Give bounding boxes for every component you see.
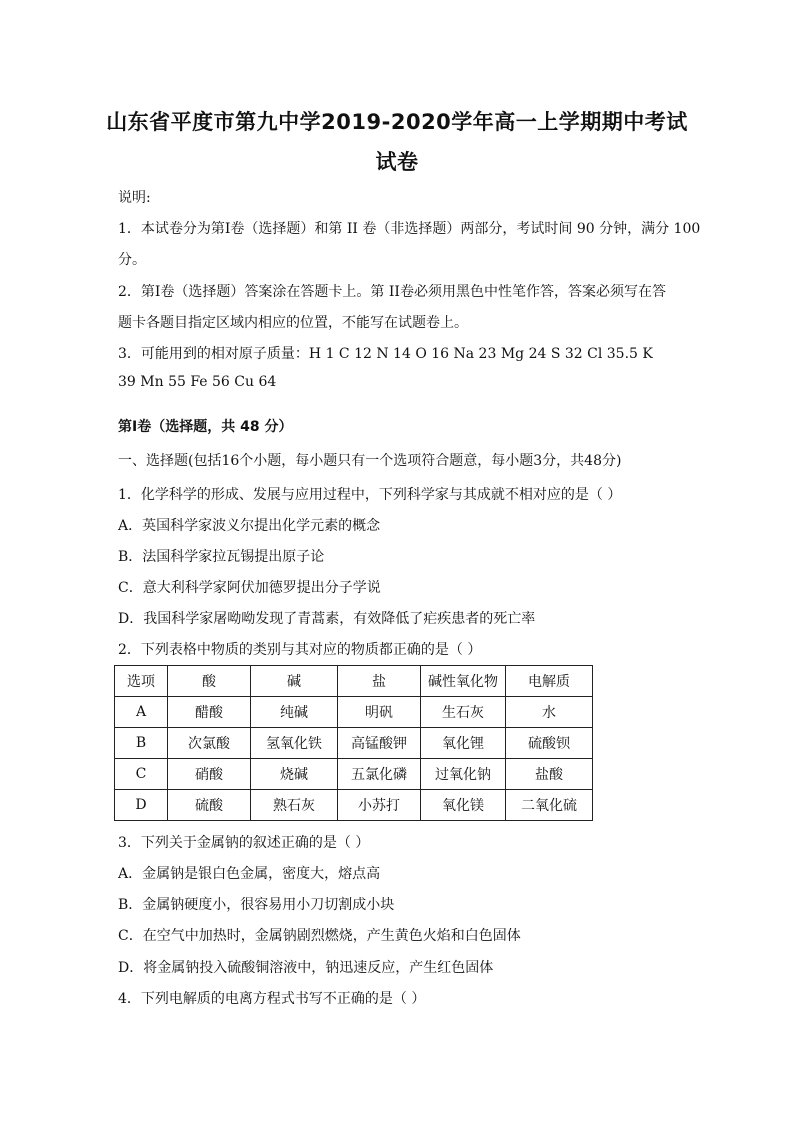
question-3-stem: 3．下列关于金属钠的叙述正确的是（ ）: [118, 835, 370, 851]
table-header-cell: 碱性氧化物: [421, 666, 506, 697]
instruction-1: 1．本试卷分为第Ⅰ卷（选择题）和第 II 卷（非选择题）两部分，考试时间 90 分钟，满分 100: [118, 221, 701, 237]
table-cell: 五氯化磷: [338, 759, 421, 790]
question-3-option-c: C．在空气中加热时，金属钠剧烈燃烧，产生黄色火焰和白色固体: [118, 928, 521, 944]
section-heading: 第Ⅰ卷（选择题，共 48 分）: [118, 419, 293, 435]
table-cell: C: [115, 759, 168, 790]
table-cell: D: [115, 790, 168, 821]
table-cell: 氧化锂: [421, 728, 506, 759]
table-cell: 生石灰: [421, 697, 506, 728]
table-header-cell: 盐: [338, 666, 421, 697]
question-4-stem: 4．下列电解质的电离方程式书写不正确的是（ ）: [118, 991, 426, 1007]
instructions-heading: 说明:: [118, 190, 151, 206]
question-1-option-a: A．英国科学家波义尔提出化学元素的概念: [118, 518, 381, 534]
instruction-2: 2．第Ⅰ卷（选择题）答案涂在答题卡上。第 II卷必须用黑色中性笔作答，答案必须写在答: [118, 284, 666, 300]
table-cell: 熟石灰: [251, 790, 338, 821]
table-cell: 氢氧化铁: [251, 728, 338, 759]
table-row: [115, 790, 593, 821]
table-header-row: [115, 666, 593, 697]
table-cell: 醋酸: [168, 697, 251, 728]
instruction-2-cont: 题卡各题目指定区域内相应的位置，不能写在试题卷上。: [118, 315, 468, 331]
table-cell: 明矾: [338, 697, 421, 728]
question-2-stem: 2．下列表格中物质的类别与其对应的物质都正确的是（ ）: [118, 642, 482, 658]
question-1-option-b: B．法国科学家拉瓦锡提出原子论: [118, 549, 325, 565]
table-header-cell: 电解质: [506, 666, 593, 697]
table-row: [115, 697, 593, 728]
table-header-cell: 酸: [168, 666, 251, 697]
table-cell: 硫酸: [168, 790, 251, 821]
table-cell: 盐酸: [506, 759, 593, 790]
table-header-cell: 选项: [115, 666, 168, 697]
table-cell: B: [115, 728, 168, 759]
table-row: [115, 759, 593, 790]
table-cell: 二氧化硫: [506, 790, 593, 821]
instruction-1-cont: 分。: [118, 252, 146, 268]
question-1-option-d: D．我国科学家屠呦呦发现了青蒿素，有效降低了疟疾患者的死亡率: [118, 611, 536, 627]
table-cell: 硫酸钡: [506, 728, 593, 759]
section-intro: 一、选择题(包括16个小题，每小题只有一个选项符合题意，每小题3分，共48分): [118, 453, 622, 469]
table-header-cell: 碱: [251, 666, 338, 697]
exam-title-line1: 山东省平度市第九中学2019-2020学年高一上学期期中考试: [106, 110, 688, 134]
table-row: [115, 728, 593, 759]
question-3-option-a: A．金属钠是银白色金属，密度大，熔点高: [118, 866, 381, 882]
table-cell: 烧碱: [251, 759, 338, 790]
table-cell: 硝酸: [168, 759, 251, 790]
question-3-option-d: D．将金属钠投入硫酸铜溶液中，钠迅速反应，产生红色固体: [118, 960, 494, 976]
question-1-stem: 1．化学科学的形成、发展与应用过程中，下列科学家与其成就不相对应的是（ ）: [118, 487, 622, 503]
exam-title-line2: 试卷: [375, 150, 419, 174]
question-2-table: [114, 665, 593, 821]
table-cell: 次氯酸: [168, 728, 251, 759]
table-cell: 水: [506, 697, 593, 728]
table-cell: 小苏打: [338, 790, 421, 821]
question-3-option-b: B．金属钠硬度小，很容易用小刀切割成小块: [118, 897, 395, 913]
instruction-3: 3．可能用到的相对原子质量：H 1 C 12 N 14 O 16 Na 23 Mg 24 S 32 Cl 35.5 K: [118, 346, 653, 362]
table-cell: A: [115, 697, 168, 728]
table-cell: 纯碱: [251, 697, 338, 728]
table-cell: 高锰酸钾: [338, 728, 421, 759]
table-cell: 过氧化钠: [421, 759, 506, 790]
question-1-option-c: C．意大利科学家阿伏加德罗提出分子学说: [118, 580, 381, 596]
table-cell: 氧化镁: [421, 790, 506, 821]
instruction-3-cont: 39 Mn 55 Fe 56 Cu 64: [118, 374, 277, 390]
